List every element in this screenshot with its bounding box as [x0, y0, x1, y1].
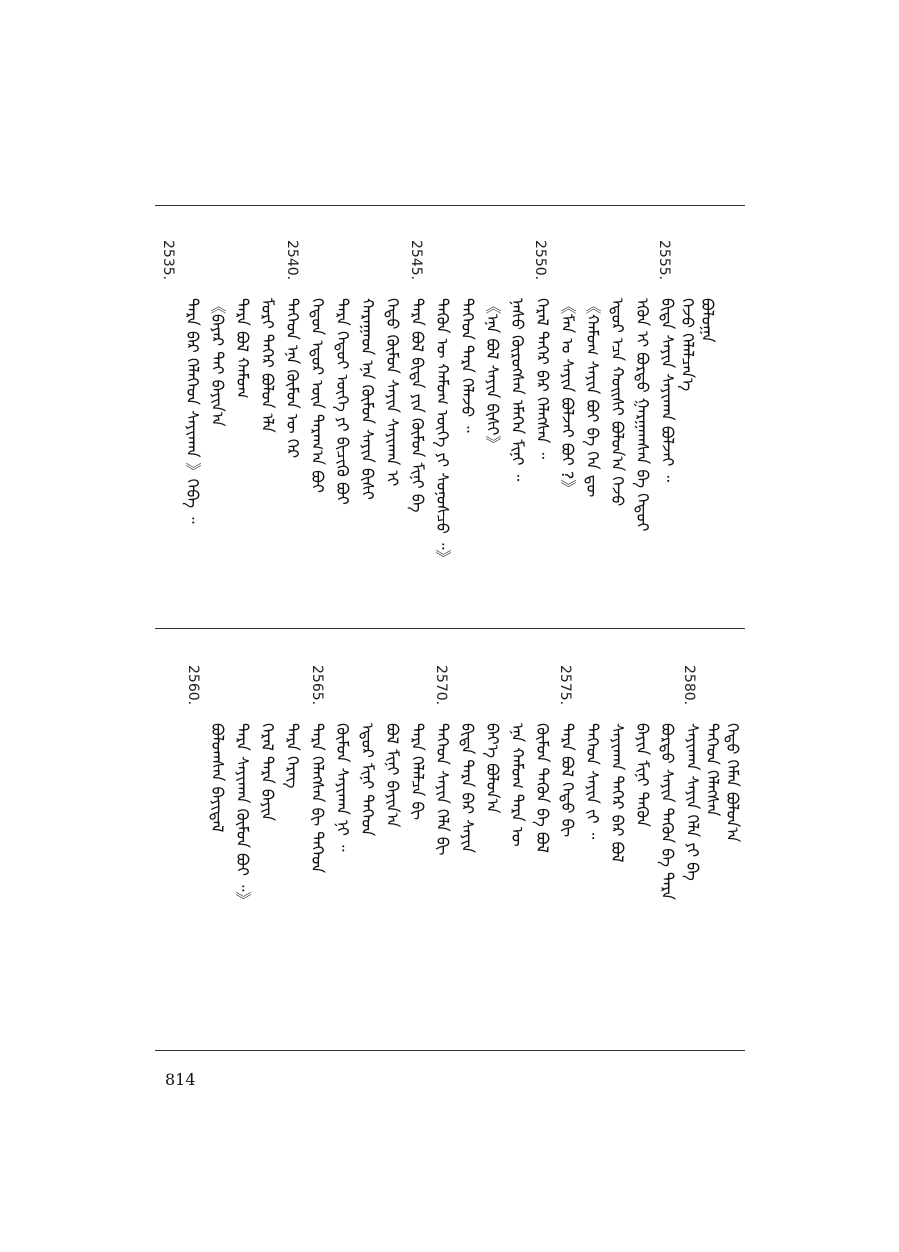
upper-column-7: 《ᠮᠠᠨ ᠤ ᠰᠠᠶᠢᠨ ᠪᠣᠯᠵᠠᠢ ᠪᠤᠢ ?》: [558, 298, 577, 496]
upper-column-8: ᠭᠡᠷᠡᠯ ᠲᠡᠭᠡᠷ ᠪᠠᠷ ᠬᠡᠯᠡᠭᠰᠡᠨ ᠃: [533, 298, 552, 459]
upper-column-14: ᠬᠡᠳᠦ ᠬᠦᠮᠦᠨ ᠰᠠᠶᠢᠨ ᠰᠠᠶᠢᠬᠠᠨ ᠢ: [383, 298, 402, 487]
lower-column-19: ᠲᠡᠷᠡ ᠬᠡᠷᠡᠭ: [283, 723, 302, 789]
upper-column-21: 《ᠪᠠᠶᠠᠷ ᠲᠠᠢ ᠪᠠᠶᠢᠨ᠎ᠠ: [208, 298, 227, 427]
upper-column-18: ᠲᠡᠭᠡᠳ ᠡᠨᠡ ᠬᠦᠮᠦᠨ ᠦ ᠭᠡᠷ: [283, 298, 302, 459]
lower-column-13: ᠲᠡᠭᠡᠳ ᠰᠠᠶᠢᠨ ᠬᠡᠯᠡ ᠪᠢ: [433, 723, 452, 856]
lower-text-block: [180, 665, 740, 1045]
line-number-2575: 2575.: [557, 665, 573, 706]
lower-column-18: ᠲᠡᠷᠡ ᠬᠡᠯᠡᠭᠰᠡᠨ ᠪᠢ ᠲᠡᠭᠡᠳ: [308, 723, 327, 874]
lower-column-17: ᠬᠦᠮᠦᠨ ᠰᠠᠶᠢᠬᠠᠨ ᠨᠢ ᠃: [333, 723, 352, 852]
upper-column-4: ᠡᠭᠦᠨ ᠢ ᠪᠣᠷᠳᠤ ᠭᠠᠷᠭᠠᠭᠰᠠᠨ ᠪᠡ ᠬᠡᠳᠦᠢ: [633, 298, 652, 532]
upper-column-11: ᠲᠡᠭᠡᠳ ᠲᠡᠷᠡ ᠬᠡᠯᠡᠵᠦ ᠃: [458, 298, 477, 433]
line-number-2565: 2565.: [309, 665, 325, 706]
lower-column-2: ᠲᠡᠭᠡᠳ ᠬᠡᠯᠡᠭᠰᠡᠨ: [703, 723, 722, 817]
upper-column-12: ᠲᠡᠭᠦᠨ ᠦ ᠬᠠᠮᠤᠭ ᠦᠭᠡ ᠶᠢ ᠰᠣᠨᠤᠰᠴᠤ ᠃》: [433, 298, 452, 566]
lower-column-1: ᠬᠡᠳᠦ ᠬᠡᠮᠡᠨ ᠪᠣᠯᠤᠨ᠎ᠠ: [723, 723, 742, 843]
upper-column-1: ᠪᠣᠯᠤᠭᠠ: [698, 298, 717, 343]
lower-column-20: ᠭᠡᠷᠡᠯ ᠲᠡᠷᠡ ᠪᠠᠶᠢᠨ: [258, 723, 277, 822]
bottom-rule: [155, 1050, 745, 1051]
upper-column-19: ᠮᠣᠷᠢ ᠲᠡᠭᠡᠷ ᠪᠣᠯᠤᠨ ᠡᠯᠡ: [258, 298, 277, 433]
lower-column-3: ᠰᠠᠶᠢᠬᠠᠨ ᠰᠠᠶᠢᠨ ᠬᠡᠯᠡ ᠶᠢ ᠪᠡ: [683, 723, 702, 881]
lower-column-7: ᠲᠡᠭᠡᠳ ᠰᠠᠶᠢᠨ ᠵᠢ ᠃: [583, 723, 602, 840]
lower-column-10: ᠡᠨᠡ ᠬᠠᠮᠤᠭ ᠲᠡᠷᠡ ᠦ: [508, 723, 527, 847]
lower-column-8: ᠲᠡᠷᠡ ᠪᠣᠯ ᠬᠡᠳᠦ ᠪᠢ: [558, 723, 577, 838]
lower-column-4: ᠪᠣᠷᠳᠤ ᠰᠠᠶᠢᠨ ᠲᠡᠭᠦᠨ ᠪᠡ ᠲᠡᠷᠡ: [658, 723, 677, 900]
lower-column-15: ᠪᠣᠯ ᠮᠢᠨᠢ ᠪᠠᠶᠢᠨ᠎ᠠ: [383, 723, 402, 828]
lower-column-22: ᠪᠣᠯᠤᠭᠰᠠᠨ ᠪᠠᠶᠢᠳᠠᠯ: [208, 723, 227, 833]
lower-column-5: ᠪᠠᠶᠢᠨ ᠮᠢᠨᠢ ᠲᠡᠭᠦᠨ: [633, 723, 652, 828]
upper-column-13: ᠲᠡᠷᠡ ᠪᠣᠯ ᠪᠢᠳᠡ ᠶᠢᠨ ᠬᠦᠮᠦᠨ ᠮᠢᠨᠢ ᠪᠡ: [408, 298, 427, 513]
line-number-2550: 2550.: [532, 240, 548, 281]
line-number-2570: 2570.: [433, 665, 449, 706]
line-number-2545: 2545.: [408, 240, 424, 281]
top-rule: [155, 205, 745, 206]
lower-column-6: ᠰᠠᠶᠢᠬᠠᠨ ᠲᠡᠭᠡᠷ ᠪᠠᠷ ᠪᠣᠯ: [608, 723, 627, 863]
page-number: 814: [165, 1070, 196, 1089]
upper-column-22: ᠲᠡᠷᠡ ᠪᠠᠷ ᠬᠡᠯᠡᠭᠡᠳ ᠰᠠᠶᠢᠬᠠᠨ 》ᠭᠡᠪᠡ ᠃: [183, 298, 202, 524]
line-number-2540: 2540.: [284, 240, 300, 281]
upper-column-16: ᠲᠡᠷᠡ ᠬᠡᠳᠦᠢ ᠦᠭᠡ ᠶᠢ ᠪᠢᠴᠢᠬᠦ ᠪᠤᠢ: [333, 298, 352, 505]
upper-column-10: 《ᠡᠨᠡ ᠪᠣᠯ ᠰᠠᠶᠢᠨ ᠪᠢᠰᠢ》: [483, 298, 502, 452]
upper-column-20: ᠲᠡᠷᠡ ᠪᠣᠯ ᠬᠠᠮᠤᠭ: [233, 298, 252, 399]
upper-column-2: ᠭᠡᠵᠦ ᠬᠡᠯᠡᠯᠴᠡᠨ᠎ᠡ: [678, 298, 697, 392]
lower-column-11: ᠪᠡᠶ᠎ᠡ ᠪᠣᠯᠤᠨ᠎ᠠ: [483, 723, 502, 814]
line-number-2560: 2560.: [185, 665, 201, 706]
line-number-2535: 2535.: [160, 240, 176, 281]
upper-column-15: ᠬᠠᠷᠠᠭᠠᠳ ᠡᠨᠡ ᠬᠦᠮᠦᠨ ᠰᠠᠶᠢᠨ ᠪᠢᠰᠢ: [358, 298, 377, 500]
upper-column-17: ᠬᠡᠳᠦᠨ ᠡᠳᠦᠷ ᠦᠨ ᠳᠠᠷᠠᠭ᠎ᠠ ᠪᠤᠢ: [308, 298, 327, 494]
upper-column-3: ᠪᠢᠳᠡ ᠰᠠᠶᠢᠨ ᠰᠠᠶᠢᠬᠠᠨ ᠪᠣᠯᠵᠠᠢ ᠃: [658, 298, 677, 482]
lower-column-9: ᠬᠦᠮᠦᠨ ᠲᠡᠭᠦᠨ ᠪᠡ ᠪᠣᠯ: [533, 723, 552, 853]
upper-column-6: 《ᠬᠠᠮᠤᠭ ᠰᠠᠶᠢᠨ ᠪᠤᠢ ᠪᠡ ᠬᠡᠨ ᠳᠦ: [583, 298, 602, 498]
lower-column-14: ᠲᠡᠷᠡ ᠬᠡᠯᠡᠯᠴᠡ ᠪᠢ: [408, 723, 427, 821]
upper-column-5: ᠡᠳᠦᠷ ᠡᠴᠡ ᠬᠣᠢᠰᠢ ᠪᠣᠯᠤᠨ᠎ᠠ ᠭᠡᠵᠦ: [608, 298, 627, 507]
lower-column-12: ᠪᠢᠳᠡ ᠲᠡᠷᠡ ᠪᠠᠷ ᠰᠠᠶᠢᠨ: [458, 723, 477, 854]
middle-rule: [155, 628, 745, 629]
upper-text-block: [155, 240, 717, 620]
line-number-2580: 2580.: [681, 665, 697, 706]
lower-column-16: ᠡᠳᠦᠷ ᠮᠢᠨᠢ ᠲᠡᠭᠡᠳ: [358, 723, 377, 837]
lower-column-21: ᠲᠡᠷᠡ ᠰᠠᠶᠢᠬᠠᠨ ᠬᠦᠮᠦᠨ ᠪᠤᠢ ᠃》: [233, 723, 252, 908]
line-number-2555: 2555.: [656, 240, 672, 281]
upper-column-9: ᠨᠠᠰᠤ ᠬᠦᠷᠦᠭᠰᠡᠨ ᠡᠮᠡᠭᠡᠨ ᠮᠢᠨᠢ ᠃: [508, 298, 527, 482]
